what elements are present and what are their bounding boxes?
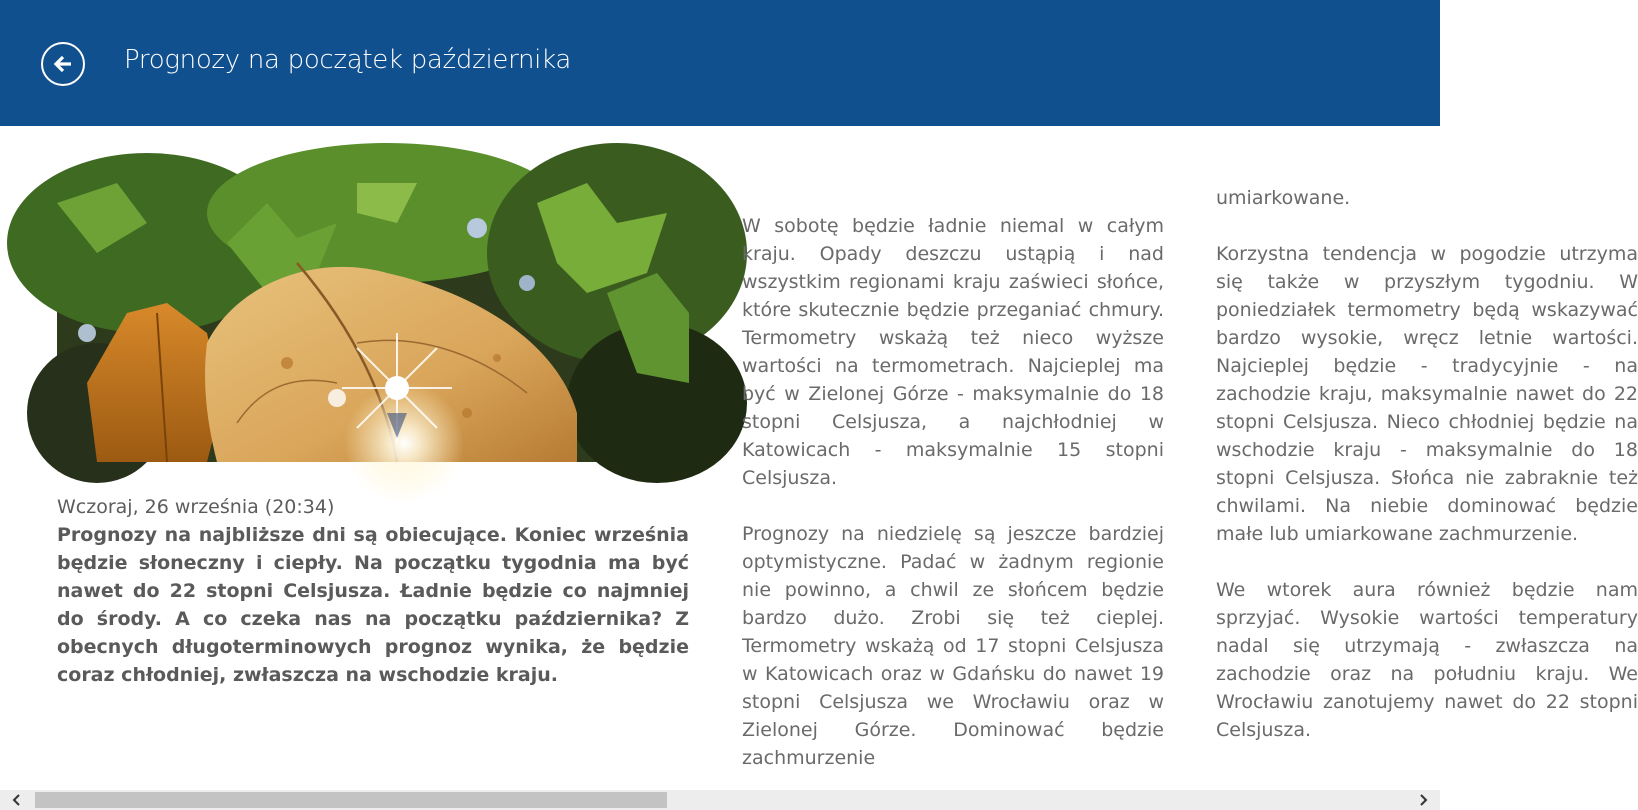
article-paragraph-continuation: umiarkowane. (1216, 187, 1351, 209)
scroll-left-button[interactable] (0, 790, 34, 810)
article-paragraph: We wtorek aura również będzie nam sprzyjać. Wysokie wartości temperatury nadal się utrzymają - zwłaszcza na zachodzie oraz na południu kraju. We Wrocławiu zanotujemy nawet do 22 stopni Celsjusza. (1216, 579, 1638, 741)
article-paragraph: W sobotę będzie ładnie niemal w całym kraju. Opady deszczu ustąpią i nad wszystkim regionami kraju zaświeci słońce, które skutecznie będzie przeganiać chmury. Termometry wskażą też nieco wyższe wartości na termometrach. Najcieplej ma być w Zielonej Górze - maksymalnie do 18 stopni Celsjusza, a najchłodniej w Katowicach - maksymalnie 15 stopni Celsjusza. (742, 215, 1164, 489)
arrow-left-icon (51, 52, 75, 76)
page-title: Prognozy na początek października (124, 45, 572, 75)
article-hero-image (57, 183, 689, 462)
article-timestamp: Wczoraj, 26 września (20:34) (57, 496, 335, 518)
header-bar (0, 0, 1440, 126)
scroll-right-button[interactable] (1406, 790, 1440, 810)
back-button[interactable] (41, 42, 85, 86)
article-column-3 (1216, 184, 1638, 741)
horizontal-scrollbar[interactable] (0, 790, 1440, 810)
article-paragraph: Prognozy na niedzielę są jeszcze bardziej optymistyczne. Padać w żadnym regionie nie powinno, a chwil ze słońcem będzie bardzo dużo. Zrobi się też cieplej. Termometry wskażą od 17 stopni Celsjusza w Katowicach oraz w Gdańsku do nawet 19 stopni Celsjusza we Wrocławiu oraz w Zielonej Górze. Dominować będzie zachmurzenie (742, 523, 1164, 769)
article-lead: Prognozy na najbliższe dni są obiecujące. Koniec września będzie słoneczny i ciepły. Na początku tygodnia ma być nawet do 22 stopni Celsjusza. Ładnie będzie co najmniej do środy. A co czeka nas na początku października? Z obecnych długoterminowych prognoz wynika, że będzie coraz chłodniej, zwłaszcza na wschodzie kraju. (57, 524, 689, 686)
chevron-right-icon (1417, 794, 1429, 806)
article-content[interactable] (0, 126, 1638, 790)
chevron-left-icon (11, 794, 23, 806)
article-paragraph: Korzystna tendencja w pogodzie utrzyma się także w przyszłym tygodniu. W poniedziałek termometry będą wskazywać bardzo wysokie, wręcz letnie wartości. Najcieplej będzie - tradycyjnie - na zachodzie kraju, maksymalnie nawet do 22 stopni Celsjusza. Nieco chłodniej będzie na wschodzie kraju - maksymalnie do 18 stopni Celsjusza. Słońca nie zabraknie też chwilami. Na niebie dominować będzie małe lub umiarkowane zachmurzenie. (1216, 243, 1638, 545)
scroll-thumb[interactable] (35, 792, 667, 808)
article-column-2 (742, 212, 1164, 769)
